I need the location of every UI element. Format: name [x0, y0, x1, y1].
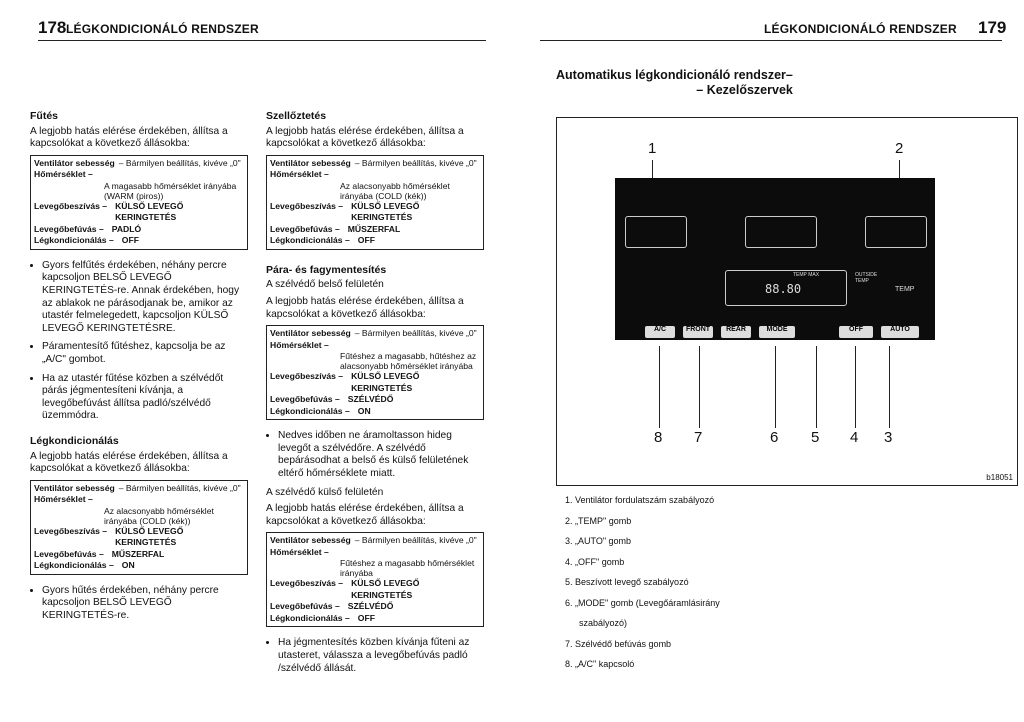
right-running-title: LÉGKONDICIONÁLÓ RENDSZER [764, 22, 957, 36]
leader-line [855, 346, 856, 428]
ac-control-panel [615, 178, 935, 340]
hazard-button-outline [745, 216, 817, 248]
control-panel-diagram [556, 117, 1018, 486]
legkond-intro: A legjobb hatás elérése érdekében, állítsa a kapcsolókat a következő állásokba: [30, 450, 228, 475]
leader-line [699, 346, 700, 428]
list-item: • Nedves időben ne áramoltasson hideg levegőt a szélvédőre. A szélvédő bepárásodhat a belső és külső felületének eltérő hőmérséklete miatt. [278, 430, 484, 480]
temp-max-label: TEMP MAX [793, 272, 820, 278]
kulso-sub: A szélvédő külső felületén [266, 486, 384, 498]
legend-item: 4. „OFF" gomb [565, 556, 625, 567]
figure-code: b18051 [986, 473, 1013, 482]
callout-6: 6 [770, 429, 779, 446]
list-item: • Ha jégmentesítés közben kívánja fűteni az utasteret, válassza a levegőbefúvás padló /szélvédő állását. [278, 637, 484, 675]
legkond-settings-box: Ventilátor sebesség – Bármilyen beállítás, kivéve „0" Hőmérséklet – Az alacsonyabb hőmérséklet irányába (COLD (kék)) Levegőbeszívás – KÜLSŐ LEVEGŐ KERINGTETÉS Levegőbefúvás – MŰSZERFAL Légkondicionálás – ON [30, 480, 248, 575]
leader-line [775, 346, 776, 428]
callout-4: 4 [850, 429, 859, 446]
header-rule-right [540, 40, 1002, 41]
szell-settings-box: Ventilátor sebesség – Bármilyen beállítás, kivéve „0" Hőmérséklet – Az alacsonyabb hőmérséklet irányába (COLD (kék)) Levegőbeszívás – KÜLSŐ LEVEGŐ KERINGTETÉS Levegőbefúvás – MŰSZERFAL Légkondicionálás – OFF [266, 155, 484, 250]
vent-outline [865, 216, 927, 248]
vent-outline [625, 216, 687, 248]
legend-item: 7. Szélvédő befúvás gomb [565, 638, 672, 649]
rear-defrost-button[interactable]: REAR [721, 326, 751, 338]
callout-7: 7 [694, 429, 703, 446]
auto-button[interactable]: AUTO [881, 326, 919, 338]
left-running-title: LÉGKONDICIONÁLÓ RENDSZER [66, 22, 259, 36]
heading-para: Pára- és fagymentesítés [266, 263, 387, 276]
kulso-bullets [266, 637, 484, 675]
futes-intro: A legjobb hatás elérése érdekében, állítsa a kapcsolókat a következő állásokba: [30, 125, 228, 150]
heading-futes: Fűtés [30, 110, 59, 122]
futes-settings-box: Ventilátor sebesség – Bármilyen beállítás, kivéve „0" Hőmérséklet – A magasabb hőmérséklet irányába (WARM (piros)) Levegőbeszívás – KÜLSŐ LEVEGŐ KERINGTETÉS Levegőbefúvás – PADLÓ Légkondicionálás – OFF [30, 155, 248, 250]
list-item: • Ha az utastér fűtése közben a szélvédőt párás jégmentesíteni kívánja, a levegőbefúvást állítsa padló/szélvédő üzemmódra. [42, 373, 248, 423]
para-settings-box: Ventilátor sebesség – Bármilyen beállítás, kivéve „0" Hőmérséklet – Fűtéshez a magasabb, hűtéshez az alacsonyabb hőmérséklet irányába Levegőbeszívás – KÜLSŐ LEVEGŐ KERINGTETÉS Levegőbefúvás – SZÉLVÉDŐ Légkondicionálás – ON [266, 325, 484, 420]
futes-bullets [30, 260, 248, 423]
off-button[interactable]: OFF [839, 326, 873, 338]
legend-list [565, 490, 720, 675]
leader-line [659, 346, 660, 428]
leader-line [889, 346, 890, 428]
heading-legkond: Légkondicionálás [30, 434, 119, 447]
callout-8: 8 [654, 429, 663, 446]
callout-5: 5 [811, 429, 820, 446]
callout-2: 2 [895, 140, 904, 157]
section-title: Automatikus légkondicionáló rendszer– – Kezelőszervek [556, 68, 793, 97]
callout-1: 1 [648, 140, 657, 157]
para-sub: A szélvédő belső felületén [266, 279, 384, 291]
heading-szellozetes: Szellőztetés [266, 110, 327, 122]
legkond-bullets [30, 585, 248, 623]
kulso-settings-box: Ventilátor sebesség – Bármilyen beállítás, kivéve „0" Hőmérséklet – Fűtéshez a magasabb hőmérséklet irányába Levegőbeszívás – KÜLSŐ LEVEGŐ KERINGTETÉS Levegőbefúvás – SZÉLVÉDŐ Légkondicionálás – OFF [266, 532, 484, 627]
right-page-number: 179 [978, 18, 1007, 37]
ac-button[interactable]: A/C [645, 326, 675, 338]
middle-column [266, 110, 484, 681]
header-rule-left [38, 40, 486, 41]
leader-line [816, 346, 817, 428]
legend-item: 6. „MODE" gomb (Levegőáramlásirány [565, 597, 720, 608]
outside-temp-label: OUTSIDE TEMP [855, 272, 878, 284]
legend-item: 8. „A/C" kapcsoló [565, 659, 635, 669]
para-intro: A legjobb hatás elérése érdekében, állítsa a kapcsolókat a következő állásokba: [266, 295, 464, 320]
list-item: • Gyors felfűtés érdekében, néhány percre kapcsoljon BELSŐ LEVEGŐ KERINGTETÉS-re. Annak érdekében, hogy az ablakok ne párásodjanak be, amikor az utastér felmelegedett, kapcsoljon KÜLSŐ LEVEGŐ KERINGTETÉSRE. [42, 260, 248, 336]
para-bullets [266, 430, 484, 480]
list-item: • Páramentesítő fűtéshez, kapcsolja be az „A/C" gombot. [42, 341, 248, 366]
kulso-intro: A legjobb hatás elérése érdekében, állítsa a kapcsolókat a következő állásokba: [266, 503, 464, 527]
temp-label: TEMP [895, 286, 915, 293]
legend-item: szabályozó) [579, 618, 628, 628]
legend-item: 1. Ventilátor fordulatszám szabályozó [565, 495, 715, 505]
lcd-readout: 88.80 [765, 282, 802, 296]
left-page-number: 178 [38, 18, 67, 37]
mode-button[interactable]: MODE [759, 326, 795, 338]
list-item: • Gyors hűtés érdekében, néhány percre kapcsoljon BELSŐ LEVEGŐ KERINGTETÉS-re. [42, 585, 248, 623]
front-defrost-button[interactable]: FRONT [683, 326, 713, 338]
callout-3: 3 [884, 429, 893, 446]
left-column [30, 110, 248, 628]
szell-intro: A legjobb hatás elérése érdekében, állítsa a kapcsolókat a következő állásokba: [266, 125, 464, 150]
legend-item: 2. „TEMP" gomb [565, 515, 632, 526]
legend-item: 5. Beszívott levegő szabályozó [565, 577, 689, 587]
legend-item: 3. „AUTO" gomb [565, 536, 632, 546]
